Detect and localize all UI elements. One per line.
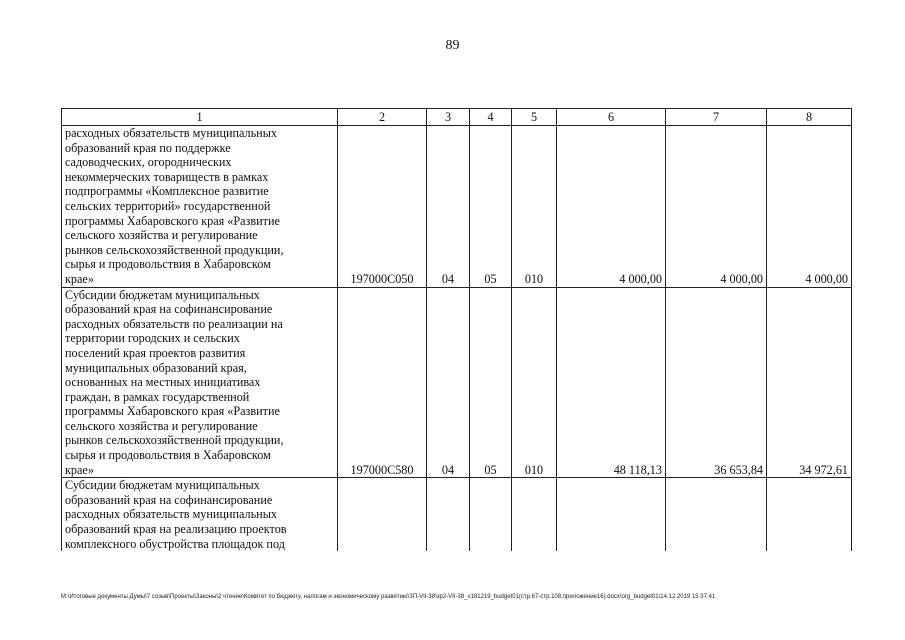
table-body (62, 126, 852, 552)
subsection-cell (470, 478, 512, 551)
description-line: крае» (65, 271, 94, 286)
amount-2021-cell: 4 000,00 (666, 126, 767, 288)
description-line: программы Хабаровского края «Развитие (65, 213, 280, 228)
amount-2020-cell (557, 478, 666, 551)
file-path-footer: M:\Итоговые документы Думы\7 созыв\Проекты\Законы\2 чтение\Комитет по бюджету, налогам и экономическому развитию\ЗП-VII-38\зр2-VII-38_v181219_budget01(стр.67-стр.108,приложение16).docx\org_budget01\14.12.2019 15:37:41 (61, 594, 716, 600)
description-line: сельского хозяйства и регулирование (65, 228, 258, 243)
table-row (62, 478, 852, 551)
description-line: образований края на софинансирование (65, 302, 273, 317)
col-header-4: 4 (470, 109, 512, 126)
description-line: некоммерческих товариществ в рамках (65, 169, 269, 184)
description-line: расходных обязательств по реализации на (65, 316, 283, 331)
budget-code-cell: 197000С580 (338, 287, 427, 478)
description-line: программы Хабаровского края «Развитие (65, 404, 280, 419)
description-line: поселений края проектов развития (65, 345, 246, 360)
description-line: сельских территорий» государственной (65, 198, 271, 213)
expense-type-cell (512, 478, 557, 551)
description-line: комплексного обустройства площадок под (65, 536, 285, 551)
description-line: Субсидии бюджетам муниципальных (65, 287, 260, 302)
budget-code-cell (338, 478, 427, 551)
expense-type-cell: 010 (512, 126, 557, 288)
description-line: сырья и продовольствия в Хабаровском (65, 448, 271, 463)
description-line: граждан, в рамках государственной (65, 389, 250, 404)
page-number: 89 (445, 38, 460, 53)
col-header-3: 3 (427, 109, 470, 126)
section-cell: 04 (427, 126, 470, 288)
description-line: сырья и продовольствия в Хабаровском (65, 257, 271, 272)
col-header-8: 8 (767, 109, 852, 126)
section-cell (427, 478, 470, 551)
amount-2021-cell: 36 653,84 (666, 287, 767, 478)
description-line: образований края по поддержке (65, 140, 231, 155)
description-line: образований края на реализацию проектов (65, 522, 287, 537)
description-line: расходных обязательств муниципальных (65, 126, 277, 140)
amount-2022-cell: 34 972,61 (767, 287, 852, 478)
amount-2021-cell (666, 478, 767, 551)
description-line: сельского хозяйства и регулирование (65, 418, 258, 433)
expense-type-cell: 010 (512, 287, 557, 478)
budget-code-cell: 197000С050 (338, 126, 427, 288)
amount-2022-cell: 4 000,00 (767, 126, 852, 288)
col-header-6: 6 (557, 109, 666, 126)
description-cell (62, 478, 338, 551)
amount-2020-cell: 4 000,00 (557, 126, 666, 288)
amount-2022-cell (767, 478, 852, 551)
description-line: крае» (65, 462, 94, 477)
budget-table (61, 108, 852, 551)
col-header-5: 5 (512, 109, 557, 126)
description-line: расходных обязательств муниципальных (65, 507, 277, 522)
description-line: территории городских и сельских (65, 331, 240, 346)
table-row (62, 126, 852, 288)
header-row (62, 109, 852, 126)
description-cell (62, 126, 338, 288)
description-line: рынков сельскохозяйственной продукции, (65, 433, 284, 448)
amount-2020-cell: 48 118,13 (557, 287, 666, 478)
description-line: образований края на софинансирование (65, 492, 273, 507)
description-line: садоводческих, огороднических (65, 155, 232, 170)
col-header-2: 2 (338, 109, 427, 126)
description-line: основанных на местных инициативах (65, 375, 261, 390)
col-header-1: 1 (62, 109, 338, 126)
subsection-cell: 05 (470, 126, 512, 288)
col-header-7: 7 (666, 109, 767, 126)
section-cell: 04 (427, 287, 470, 478)
description-line: рынков сельскохозяйственной продукции, (65, 242, 284, 257)
subsection-cell: 05 (470, 287, 512, 478)
description-line: Субсидии бюджетам муниципальных (65, 478, 260, 493)
description-line: подпрограммы «Комплексное развитие (65, 184, 269, 199)
description-cell (62, 287, 338, 478)
table-row (62, 287, 852, 478)
description-line: муниципальных образований края, (65, 360, 247, 375)
